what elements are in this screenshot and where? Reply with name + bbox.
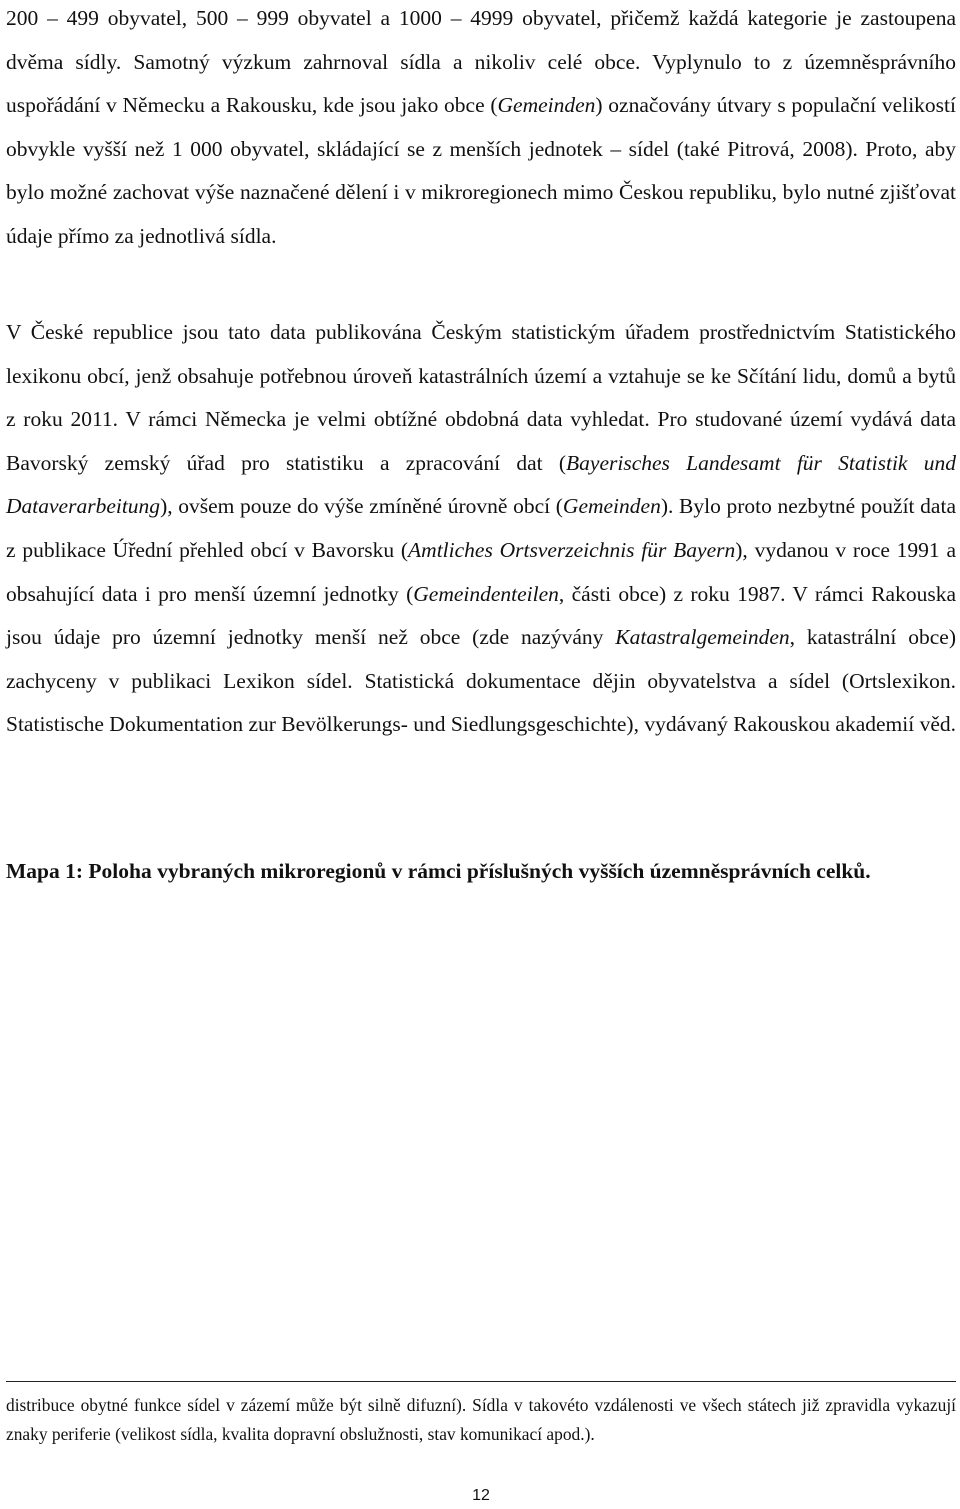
paragraph-2-text-f: , katastrální obce) zachyceny v publikaci Lexikon sídel. Statistická dokumentace dějin obyvatelstva a sídel (Ortslexikon. Statistische Dokumentation zur Bevölkerungs- und Siedlungsgeschichte), vydávaný Rakouskou akademií věd. <box>6 625 956 737</box>
paragraph-2-italic-katastralgemeinden: Katastralgemeinden <box>615 625 790 650</box>
body-paragraph-2 <box>6 311 956 747</box>
paragraph-2-italic-gemeindenteilen: Gemeindenteilen <box>413 581 559 606</box>
footnote-text: distribuce obytné funkce sídel v zázemí může být silně difuzní). Sídla v takovéto vzdálenosti ve všech státech již zpravidla vykazují znaky periferie (velikost sídla, kvalita dopravní obslužnosti, stav komunikací apod.). <box>6 1395 956 1444</box>
page-number: 12 <box>472 1487 490 1504</box>
paragraph-2-text-d: ), vydanou v roce 1991 a obsahující data i pro menší územní jednotky ( <box>6 537 956 606</box>
map-caption: Mapa 1: Poloha vybraných mikroregionů v rámci příslušných vyšších územněsprávních celků. <box>6 859 871 883</box>
paragraph-2-italic-bavarian-office: Bayerisches Landesamt für Statistik und Dataverarbeitung <box>6 450 956 519</box>
paragraph-2-italic-ortsverzeichnis: Amtliches Ortsverzeichnis für Bayern <box>408 537 736 562</box>
paragraph-2-text-c: ). Bylo proto nezbytné použít data z publikace Úřední přehled obcí v Bavorsku ( <box>6 494 956 562</box>
paragraph-2-text-e: , části obce) z roku 1987. V rámci Rakouska jsou údaje pro územní jednotky menší než obce (zde nazývány <box>6 581 956 650</box>
document-page <box>6 0 956 1509</box>
paragraph-2-italic-gemeinden: Gemeinden <box>562 494 661 519</box>
paragraph-1-text-b: ) označovány útvary s populační velikostí obvykle vyšší než 1 000 obyvatel, skládající se z menších jednotek – sídel (také Pitrová, 2008). Proto, aby bylo možné zachovat výše naznačené dělení i v mikroregionech mimo Českou republiku, bylo nutné zjišťovat údaje přímo za jednotlivá sídla. <box>6 93 956 248</box>
paragraph-1-italic-gemeinden: Gemeinden <box>497 93 596 118</box>
footnote-separator <box>6 1381 956 1382</box>
body-paragraph-1 <box>6 0 956 259</box>
paragraph-2-text-b: ), ovšem pouze do výše zmíněné úrovně obcí ( <box>160 494 563 519</box>
paragraph-1-text-a: 200 – 499 obyvatel, 500 – 999 obyvatel a 1000 – 4999 obyvatel, přičemž každá kategorie je zastoupena dvěma sídly. Samotný výzkum zahrnoval sídla a nikoliv celé obce. Vyplynulo to z územněsprávního uspořádání v Německu a Rakousku, kde jsou jako obce ( <box>6 6 956 118</box>
paragraph-2-text-a: V České republice jsou tato data publikována Českým statistickým úřadem prostřednictvím Statistického lexikonu obcí, jenž obsahuje potřebnou úroveň katastrálních území a vztahuje se ke Sčítání lidu, domů a bytů z roku 2011. V rámci Německa je velmi obtížné obdobná data vyhledat. Pro studované území vydává data Bavorský zemský úřad pro statistiku a zpracování dat ( <box>6 320 956 475</box>
